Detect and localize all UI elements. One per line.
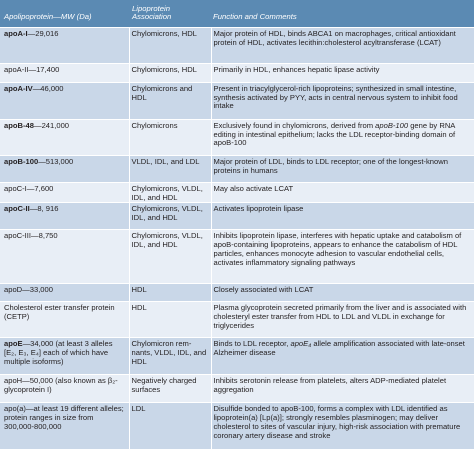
apolipoprotein-cell: apoB-100—513,000 [0,156,129,183]
function-cell: Activates lipoprotein lipase [211,203,474,230]
function-cell: Closely associated with LCAT [211,284,474,302]
apolipoprotein-cell: Cholesterol ester transfer protein (CETP) [0,302,129,338]
function-cell: Inhibits serotonin release from platelets, alters ADP-mediated platelet aggregation [211,375,474,403]
apolipoprotein-cell: apoB-48—241,000 [0,120,129,156]
table-row [0,230,474,284]
apolipoprotein-cell: apoE—34,000 (at least 3 alleles [E₂, E₃, E₄] each of which have multiple isoforms) [0,338,129,375]
function-cell: Binds to LDL receptor, apoE₄ allele amplification associated with late-onset Alzheimer disease [211,338,474,375]
apolipoprotein-cell: apoH—50,000 (also known as β₂-glycoprotein I) [0,375,129,403]
function-cell: May also activate LCAT [211,183,474,203]
header-lipoprotein-association: Lipoprotein Association [129,0,211,28]
association-cell: Chylomicron remnants, VLDL, IDL, and HDL [129,338,211,375]
table-row [0,284,474,302]
function-cell: Present in triacylglycerol-rich lipoproteins; synthesized in small intestine, synthesis activated by PYY, acts in central nervous system to inhibit food intake [211,83,474,120]
function-cell: Exclusively found in chylomicrons, derived from apoB-100 gene by RNA editing in intestinal epithelium; lacks the LDL receptor-binding domain of apoB-100 [211,120,474,156]
header-apolipoprotein: Apolipoprotein—MW (Da) [0,0,129,28]
association-cell: Chylomicrons [129,120,211,156]
table-row [0,203,474,230]
apolipoprotein-cell: apoC-II—8, 916 [0,203,129,230]
association-cell: Chylomicrons, VLDL, IDL, and HDL [129,230,211,284]
table-row [0,64,474,83]
function-cell: Primarily in HDL, enhances hepatic lipase activity [211,64,474,83]
association-cell: Chylomicrons, VLDL, IDL, and HDL [129,183,211,203]
function-cell: Disulfide bonded to apoB-100, forms a complex with LDL identified as lipoprotein(a) [Lp(a)]; strongly resembles plasminogen; may deliver cholesterol to sites of vascular injury, high-risk association with premature coronary artery disease and stroke [211,403,474,449]
apolipoprotein-cell: apo(a)—at least 19 different alleles; protein ranges in size from 300,000-800,000 [0,403,129,449]
association-cell: VLDL, IDL, and LDL [129,156,211,183]
association-cell: Chylomicrons and HDL [129,83,211,120]
header-function: Function and Comments [211,0,474,28]
table-row [0,338,474,375]
association-cell: Chylomicrons, VLDL, IDL, and HDL [129,203,211,230]
apolipoprotein-cell: apoC-I—7,600 [0,183,129,203]
table-row [0,375,474,403]
table-row [0,28,474,64]
function-cell: Plasma glycoprotein secreted primarily from the liver and is associated with cholesteryl ester transfer from HDL to LDL and VLDL in exchange for triglycerides [211,302,474,338]
function-cell: Major protein of LDL, binds to LDL receptor; one of the longest-known proteins in humans [211,156,474,183]
table-row [0,302,474,338]
table-row [0,403,474,449]
table-header [0,0,474,28]
apolipoprotein-cell: apoA-I—29,016 [0,28,129,64]
association-cell: Negatively charged surfaces [129,375,211,403]
table-row [0,120,474,156]
association-cell: HDL [129,284,211,302]
table-row [0,83,474,120]
apolipoprotein-cell: apoC-III—8,750 [0,230,129,284]
association-cell: LDL [129,403,211,449]
table-row [0,183,474,203]
apolipoprotein-cell: apoA-II—17,400 [0,64,129,83]
apolipoprotein-cell: apoD—33,000 [0,284,129,302]
table-row [0,156,474,183]
apolipoprotein-cell: apoA-IV—46,000 [0,83,129,120]
function-cell: Inhibits lipoprotein lipase, interferes with hepatic uptake and catabolism of apoB-containing lipoproteins, appears to enhance the catabolism of HDL particles, enhances monocyte adhesion to vascular endothelial cells, activates inflammatory signaling pathways [211,230,474,284]
association-cell: Chylomicrons, HDL [129,64,211,83]
function-cell: Major protein of HDL, binds ABCA1 on macrophages, critical antioxidant protein of HDL, activates lecithin:cholesterol acyltransferase (LCAT) [211,28,474,64]
association-cell: Chylomicrons, HDL [129,28,211,64]
association-cell: HDL [129,302,211,338]
